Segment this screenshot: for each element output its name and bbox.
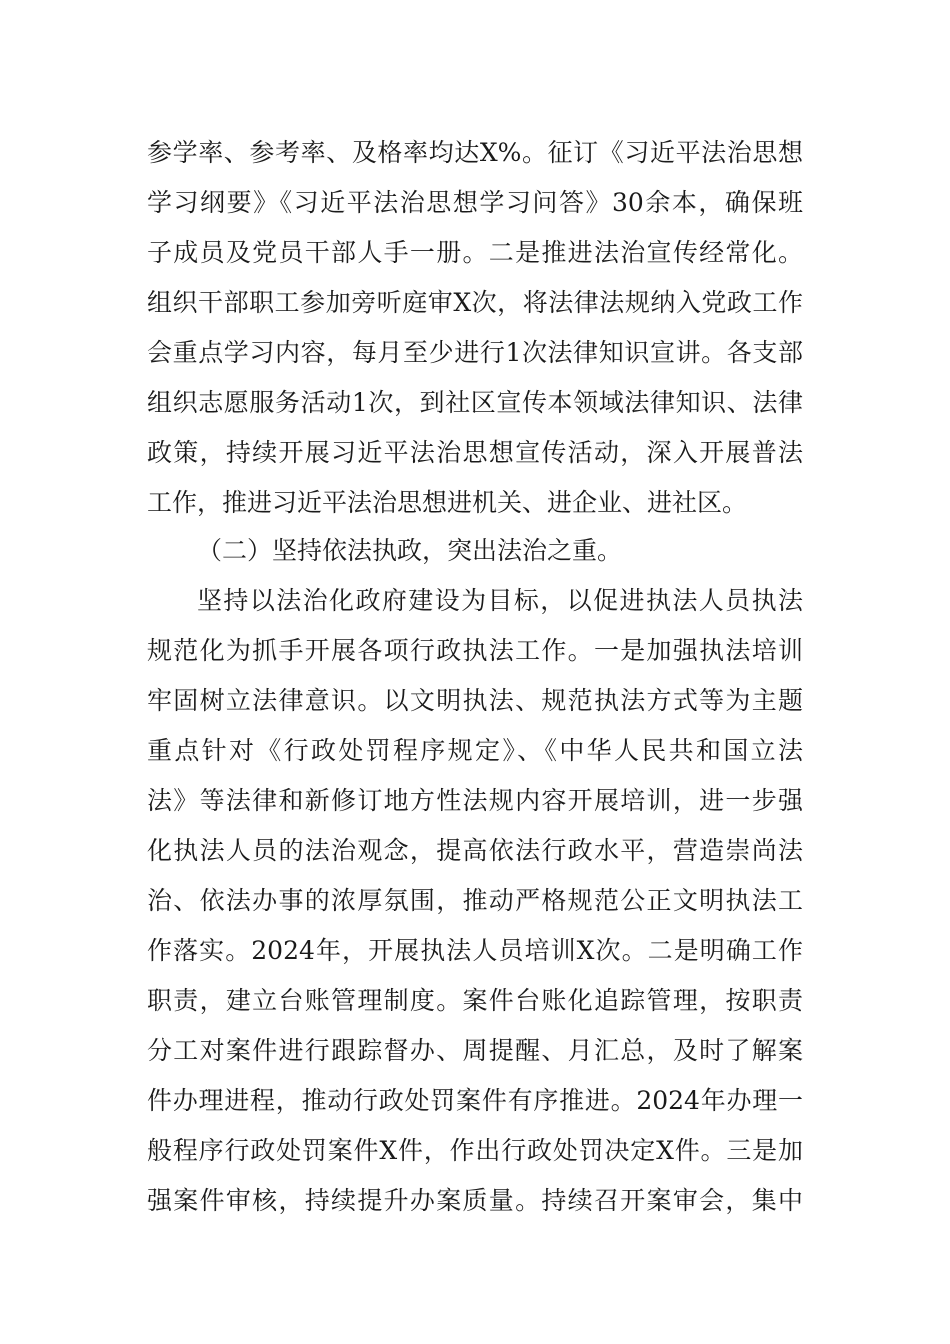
paragraph-line: 分工对案件进行跟踪督办、周提醒、月汇总，及时了解案	[147, 1036, 803, 1065]
section-heading: （二）坚持依法执政，突出法治之重。	[197, 536, 623, 565]
paragraph-line: 治、依法办事的浓厚氛围，推动严格规范公正文明执法工	[147, 886, 803, 915]
paragraph-line: 化执法人员的法治观念，提高依法行政水平，营造崇尚法	[147, 836, 803, 865]
paragraph-line: 法》等法律和新修订地方性法规内容开展培训，进一步强	[147, 786, 803, 815]
paragraph-line: 学习纲要》《习近平法治思想学习问答》30余本，确保班	[147, 188, 803, 217]
paragraph-line: 般程序行政处罚案件X件，作出行政处罚决定X件。三是加	[147, 1136, 803, 1165]
paragraph-line: 规范化为抓手开展各项行政执法工作。一是加强执法培训	[147, 636, 803, 665]
paragraph-line: 重点针对《行政处罚程序规定》、《中华人民共和国立法	[147, 736, 803, 765]
paragraph-line: 工作，推进习近平法治思想进机关、进企业、进社区。	[147, 488, 748, 517]
paragraph-line: 会重点学习内容，每月至少进行1次法律知识宣讲。各支部	[147, 338, 803, 367]
paragraph-line: 强案件审核，持续提升办案质量。持续召开案审会，集中	[147, 1186, 803, 1215]
paragraph-line: 参学率、参考率、及格率均达X%。征订《习近平法治思想	[147, 138, 803, 167]
paragraph-line: 政策，持续开展习近平法治思想宣传活动，深入开展普法	[147, 438, 803, 467]
paragraph-line: 职责，建立台账管理制度。案件台账化追踪管理，按职责	[147, 986, 803, 1015]
paragraph-line: 子成员及党员干部人手一册。二是推进法治宣传经常化。	[147, 238, 803, 267]
paragraph-line: 组织干部职工参加旁听庭审X次，将法律法规纳入党政工作	[147, 288, 803, 317]
paragraph-line: 坚持以法治化政府建设为目标，以促进执法人员执法	[197, 586, 803, 615]
paragraph-line: 件办理进程，推动行政处罚案件有序推进。2024年办理一	[147, 1086, 803, 1115]
paragraph-line: 作落实。2024年，开展执法人员培训X次。二是明确工作	[147, 936, 803, 965]
paragraph-line: 牢固树立法律意识。以文明执法、规范执法方式等为主题	[147, 686, 803, 715]
paragraph-line: 组织志愿服务活动1次，到社区宣传本领域法律知识、法律	[147, 388, 803, 417]
